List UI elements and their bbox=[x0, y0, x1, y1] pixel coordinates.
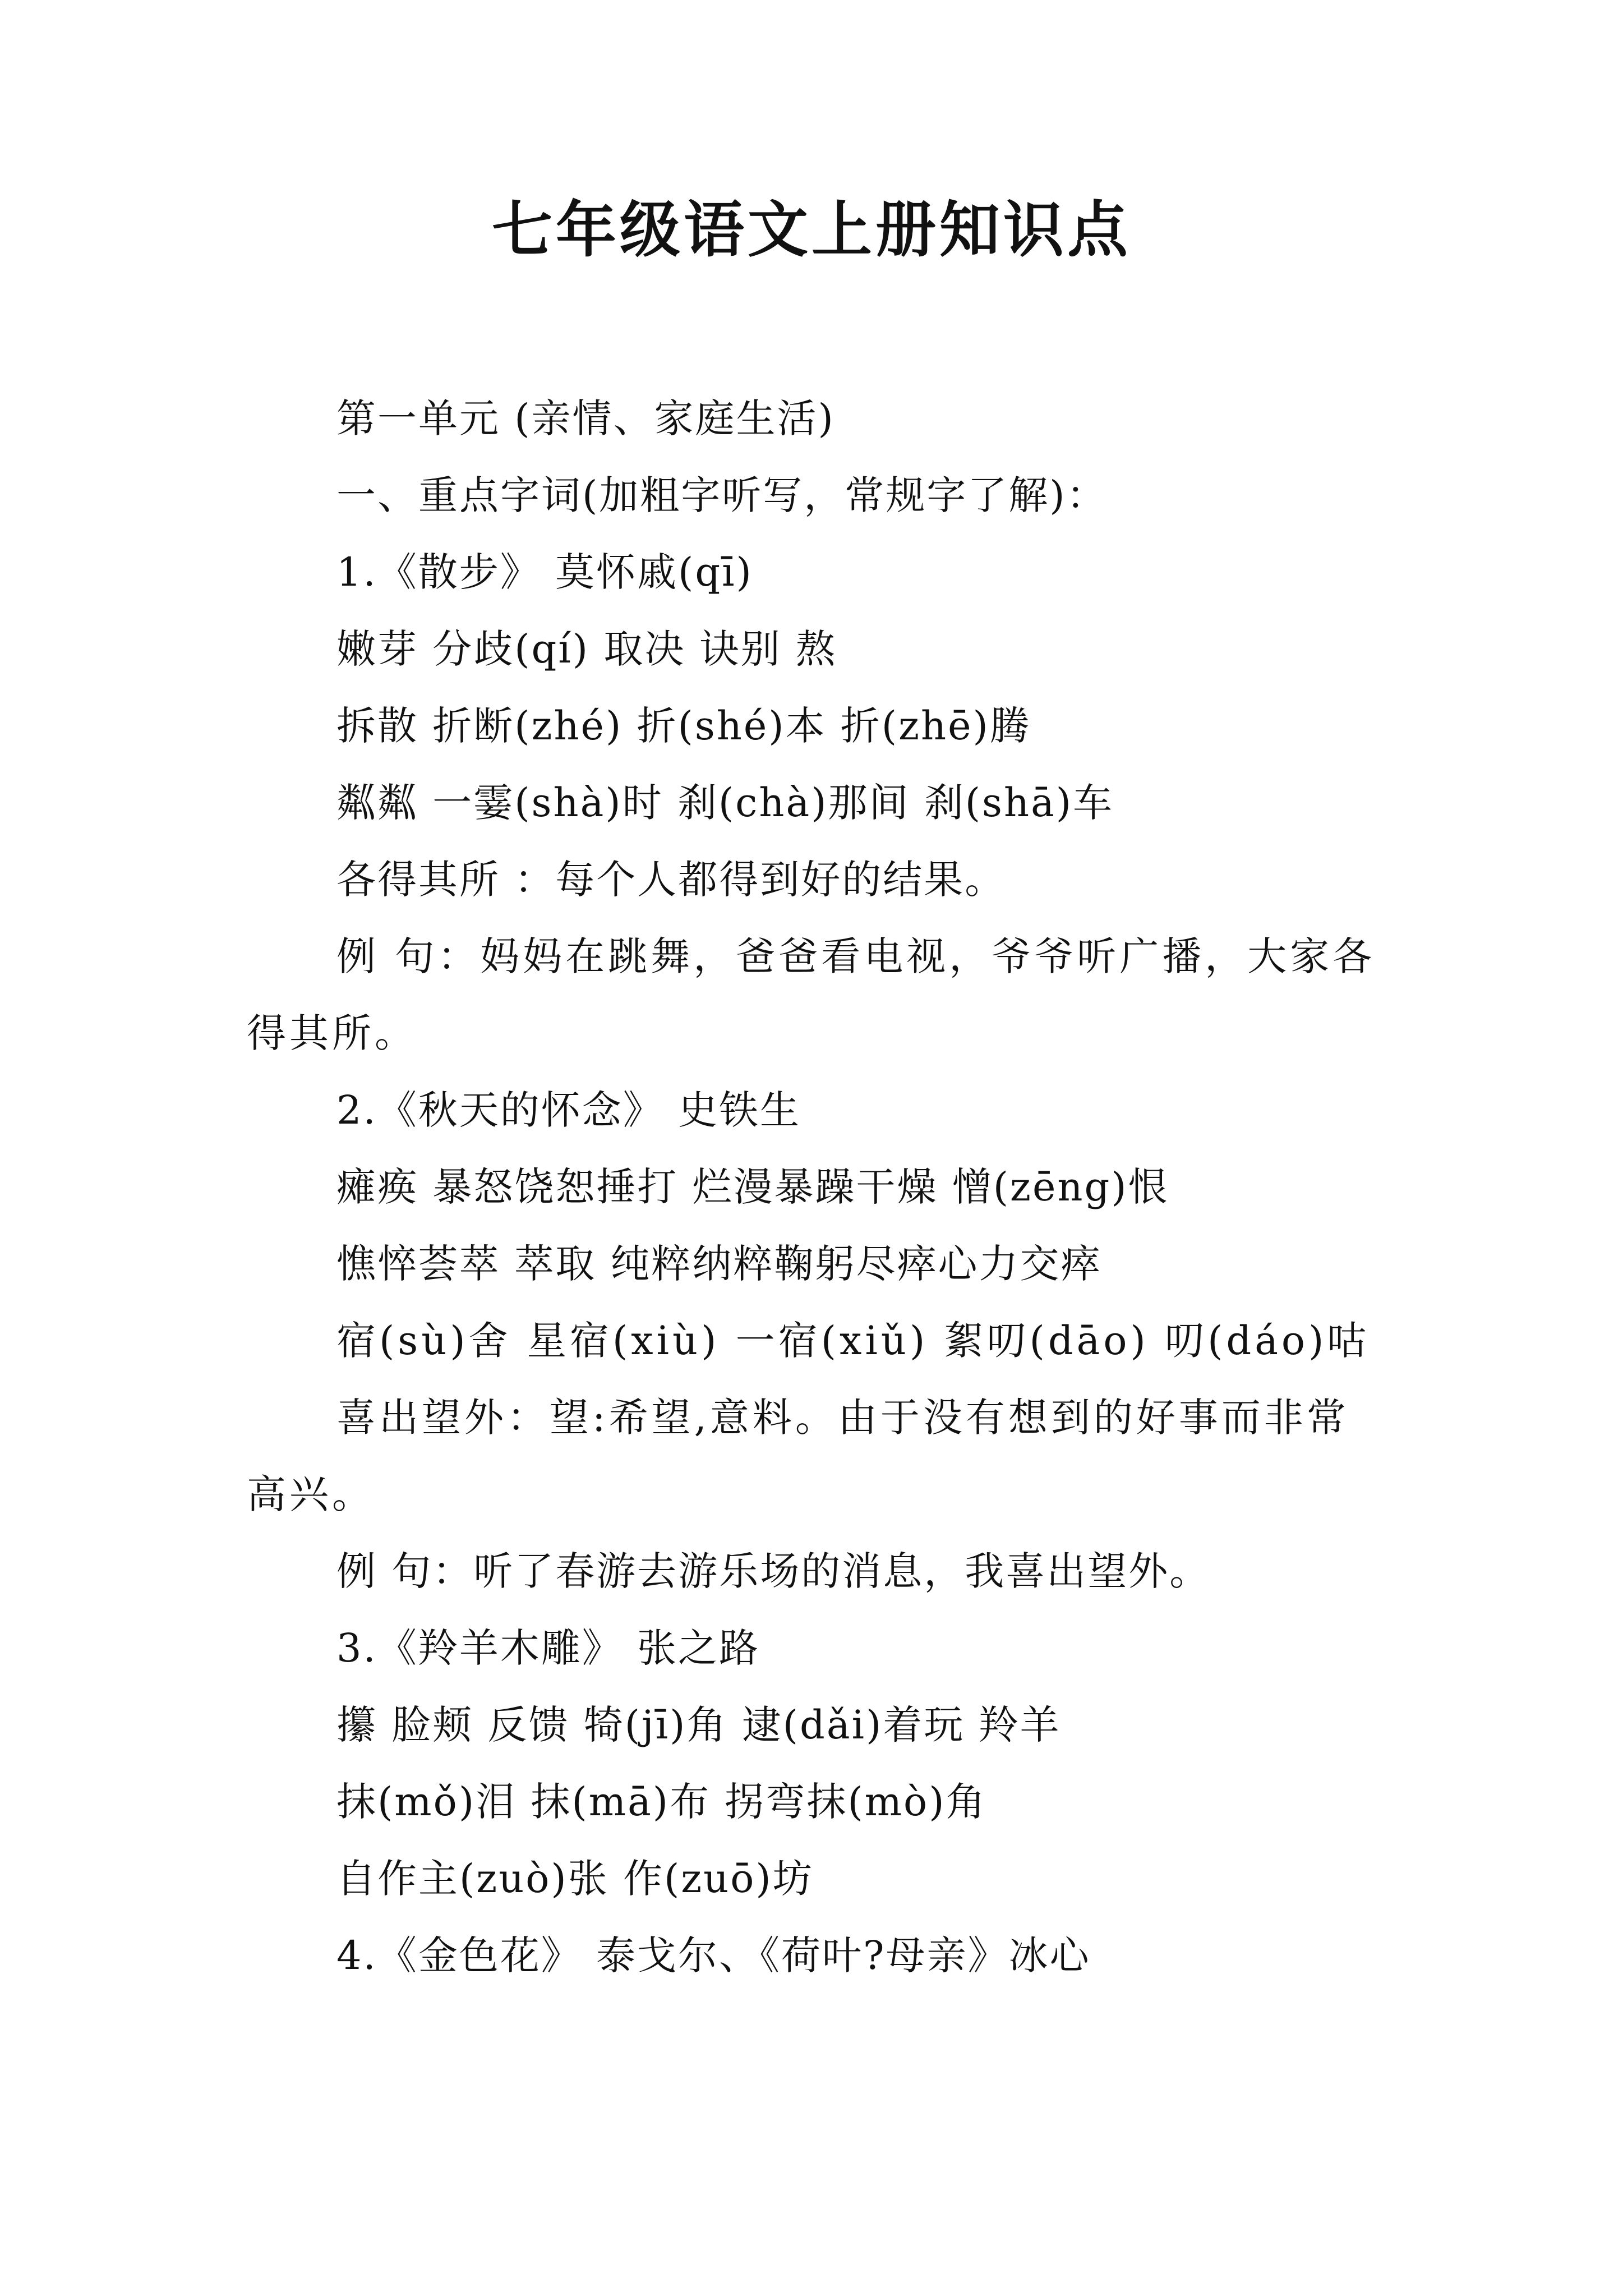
text-line: 攥 脸颊 反馈 犄(jī)角 逮(dǎi)着玩 羚羊 bbox=[336, 1702, 1061, 1748]
text-line: 粼粼 一霎(shà)时 刹(chà)那间 刹(shā)车 bbox=[336, 780, 1114, 826]
text-paragraph: 宿(sù)舍 星宿(xiù) 一宿(xiǔ) 絮叨(dāo) 叨(dáo)咕 bbox=[336, 1318, 1370, 1364]
document-body bbox=[247, 380, 1391, 1994]
text-line: 各得其所 ：每个人都得到好的结果。 bbox=[336, 857, 1006, 903]
text-line: 抹(mǒ)泪 抹(mā)布 拐弯抹(mò)角 bbox=[336, 1779, 987, 1825]
text-line: 2.《秋天的怀念》 史铁生 bbox=[336, 1087, 801, 1133]
text-line: 例 句：听了春游去游乐场的消息，我喜出望外。 bbox=[336, 1548, 1211, 1594]
text-line: 瘫痪 暴怒饶恕捶打 烂漫暴躁干燥 憎(zēng)恨 bbox=[336, 1164, 1169, 1210]
text-line: 自作主(zuò)张 作(zuō)坊 bbox=[336, 1856, 814, 1902]
text-line: 第一单元 (亲情、家庭生活) bbox=[336, 395, 835, 441]
text-paragraph: 例 句：妈妈在跳舞，爸爸看电视，爷爷听广播，大家各得其所。 bbox=[247, 933, 1376, 1056]
text-line: 拆散 折断(zhé) 折(shé)本 折(zhē)腾 bbox=[336, 703, 1031, 749]
text-line: 1.《散步》 莫怀戚(qī) bbox=[336, 549, 753, 595]
text-line: 一、重点字词(加粗字听写，常规字了解)： bbox=[336, 472, 1108, 518]
document-title: 七年级语文上册知识点 bbox=[491, 195, 1131, 265]
text-line: 嫩芽 分歧(qí) 取决 诀别 熬 bbox=[336, 626, 837, 672]
text-line: 憔悴荟萃 萃取 纯粹纳粹鞠躬尽瘁心力交瘁 bbox=[336, 1241, 1102, 1287]
text-line: 3.《羚羊木雕》 张之路 bbox=[336, 1625, 760, 1671]
text-paragraph: 喜出望外：望:希望,意料。由于没有想到的好事而非常高兴。 bbox=[247, 1395, 1349, 1517]
text-line: 4.《金色花》 泰戈尔、《荷叶?母亲》冰心 bbox=[336, 1932, 1091, 1978]
